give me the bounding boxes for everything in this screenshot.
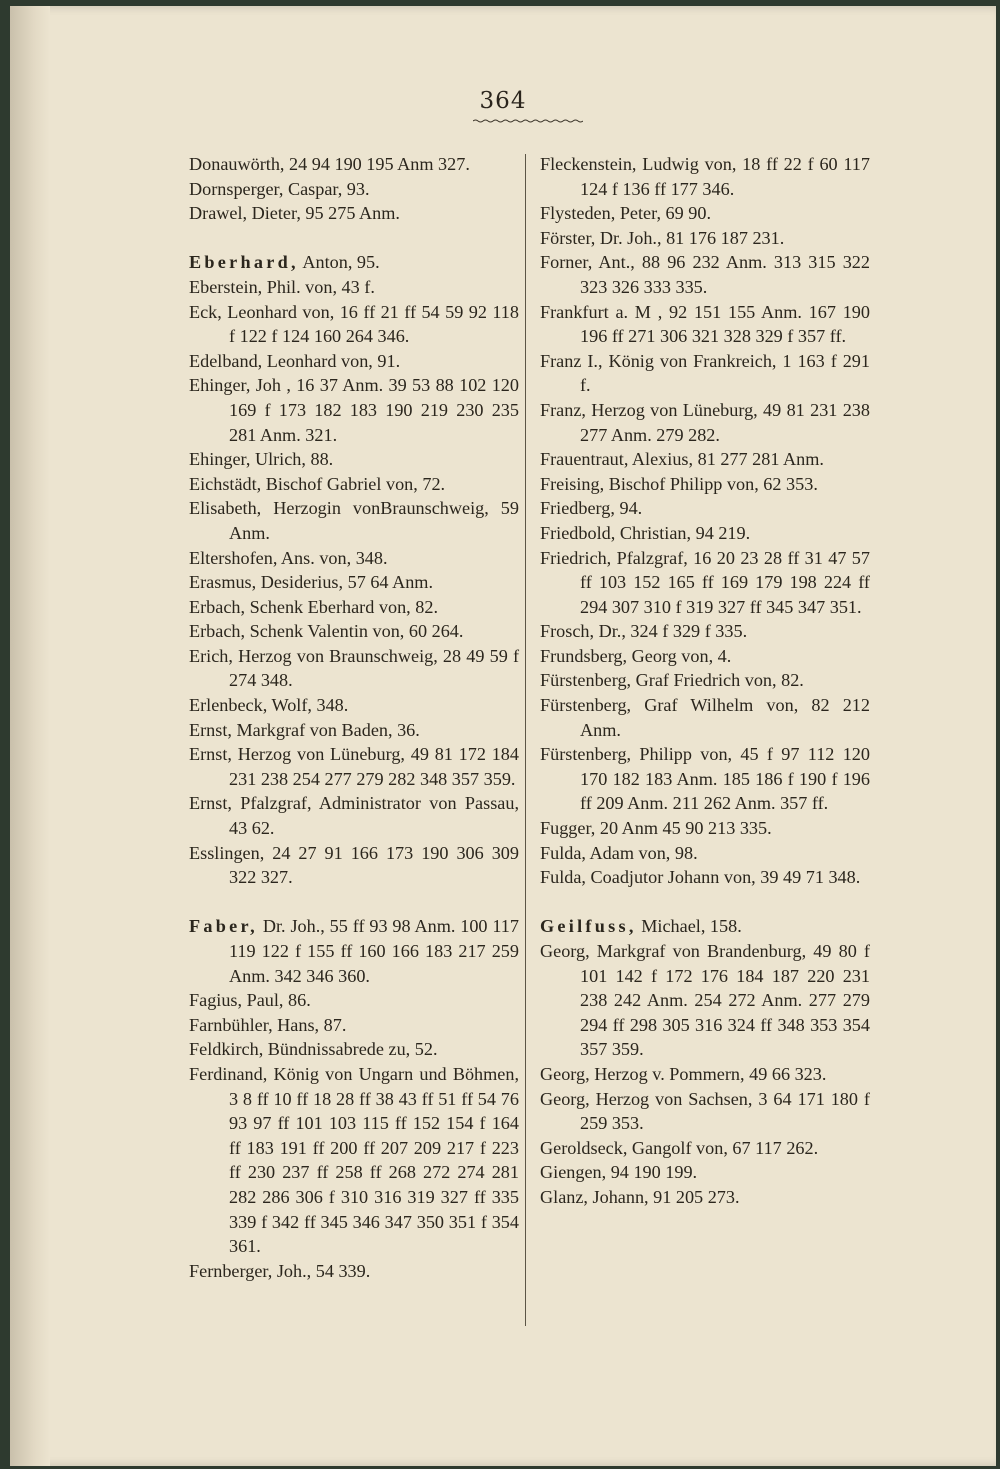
index-entry <box>189 152 519 177</box>
index-entry-text: Friedbold, Christian, 94 219. <box>540 522 751 543</box>
index-entry <box>540 865 870 890</box>
index-entry <box>540 349 870 398</box>
index-entry-text: Ernst, Markgraf von Baden, 36. <box>189 719 420 740</box>
index-entry-text: Franz I., König von Frankreich, 1 163 f 291 f. <box>540 350 870 396</box>
index-entry <box>540 1087 870 1136</box>
index-entry <box>540 398 870 447</box>
index-entry-text: Feldkirch, Bündnissabrede zu, 52. <box>189 1039 438 1060</box>
index-entry-text: Anton, 95. <box>298 252 380 273</box>
index-entry-text: Erich, Herzog von Braunschweig, 28 49 59 f 274 348. <box>189 645 519 691</box>
index-entry <box>189 1037 519 1062</box>
index-entry <box>540 816 870 841</box>
index-entry-text: Elisabeth, Herzogin vonBraunschweig, 59 Anm. <box>189 498 519 543</box>
index-entry <box>540 619 870 644</box>
index-entry-text: Fugger, 20 Anm 45 90 213 335. <box>540 818 772 839</box>
index-entry-text: Franz, Herzog von Lüneburg, 49 81 231 238 277 Anm. 279 282. <box>540 399 870 445</box>
index-entry <box>540 1136 870 1161</box>
index-entry-text: Fagius, Paul, 86. <box>189 990 311 1011</box>
index-entry <box>540 496 870 521</box>
index-entry <box>540 841 870 866</box>
index-entry <box>540 1185 870 1210</box>
section-head-word: Eberhard, <box>189 252 299 273</box>
index-entry-text: Georg, Herzog von Sachsen, 3 64 171 180 f 259 353. <box>540 1088 870 1134</box>
index-entry <box>189 1062 519 1259</box>
index-entry <box>540 226 870 251</box>
index-entry <box>189 300 519 349</box>
index-entry-text: Ernst, Herzog von Lüneburg, 49 81 172 184 231 238 254 277 279 282 348 357 359. <box>189 744 519 789</box>
index-entry <box>189 275 519 300</box>
index-entry-text: Förster, Dr. Joh., 81 176 187 231. <box>540 227 785 248</box>
index-entry <box>189 595 519 620</box>
index-entry <box>540 693 870 742</box>
index-entry-text: Esslingen, 24 27 91 166 173 190 306 309 322 327. <box>189 842 519 888</box>
index-entry <box>540 546 870 620</box>
index-entry <box>189 472 519 497</box>
page-number-ornament <box>473 119 583 123</box>
index-entry <box>540 644 870 669</box>
index-entry-text: Fürstenberg, Graf Wilhelm von, 82 212 Anm. <box>540 695 870 740</box>
section-head-word: Faber, <box>189 916 258 937</box>
index-entry-text: Frankfurt a. M , 92 151 155 Anm. 167 190 196 ff 271 306 321 328 329 f 357 ff. <box>540 301 870 347</box>
index-entry-text: Fulda, Coadjutor Johann von, 39 49 71 348. <box>540 867 861 888</box>
index-entry-text: Ehinger, Joh , 16 37 Anm. 39 53 88 102 120 169 f 173 182 183 190 219 230 235 281 Anm. 321. <box>189 375 519 445</box>
index-entry-text: Fürstenberg, Philipp von, 45 f 97 112 120 170 182 183 Anm. 185 186 f 190 f 196 ff 209 Anm. 211 262 Anm. 357 ff. <box>540 744 870 814</box>
index-entry <box>189 693 519 718</box>
index-entry <box>540 472 870 497</box>
index-entry <box>189 177 519 202</box>
index-entry-text: Frauentraut, Alexius, 81 277 281 Anm. <box>540 449 824 470</box>
index-entry <box>540 521 870 546</box>
index-entry-text: Erbach, Schenk Eberhard von, 82. <box>189 596 438 617</box>
index-entry <box>189 914 519 988</box>
index-entry-text: Geroldseck, Gangolf von, 67 117 262. <box>540 1137 819 1158</box>
index-entry <box>189 496 519 545</box>
index-entry-text: Drawel, Dieter, 95 275 Anm. <box>189 203 400 224</box>
index-entry <box>540 447 870 472</box>
index-entry-text: Farnbühler, Hans, 87. <box>189 1014 347 1035</box>
section-gap <box>189 226 519 251</box>
index-entry-text: Ernst, Pfalzgraf, Administrator von Passau, 43 62. <box>189 793 519 839</box>
index-entry-text: Fernberger, Joh., 54 339. <box>189 1260 371 1281</box>
index-entry <box>189 546 519 571</box>
section-gap <box>540 890 870 915</box>
index-entry <box>189 841 519 890</box>
index-entry <box>189 201 519 226</box>
index-page <box>10 6 996 1466</box>
index-entry <box>540 1160 870 1185</box>
index-entry-text: Giengen, 94 190 199. <box>540 1162 698 1183</box>
index-entry-text: Eberstein, Phil. von, 43 f. <box>189 276 375 297</box>
index-entry <box>189 791 519 840</box>
index-column-left <box>189 152 519 1283</box>
index-entry-text: Eltershofen, Ans. von, 348. <box>189 547 388 568</box>
index-entry <box>189 570 519 595</box>
index-entry <box>540 742 870 816</box>
index-entry <box>540 250 870 299</box>
index-entry-text: Erlenbeck, Wolf, 348. <box>189 695 349 716</box>
index-entry <box>189 373 519 447</box>
index-entry-text: Eck, Leonhard von, 16 ff 21 ff 54 59 92 118 f 122 f 124 160 264 346. <box>189 301 519 347</box>
index-entry <box>189 619 519 644</box>
index-entry-text: Edelband, Leonhard von, 91. <box>189 350 401 371</box>
index-entry-text: Michael, 158. <box>636 916 742 937</box>
index-entry <box>540 300 870 349</box>
index-entry <box>189 988 519 1013</box>
index-entry <box>540 939 870 1062</box>
index-entry-text: Friedrich, Pfalzgraf, 16 20 23 28 ff 31 47 57 ff 103 152 165 ff 169 179 198 224 ff 294 307 310 f 319 327 ff 345 347 351. <box>540 547 870 617</box>
index-entry-text: Frundsberg, Georg von, 4. <box>540 645 732 666</box>
index-entry-text: Ehinger, Ulrich, 88. <box>189 449 334 470</box>
page-number: 364 <box>479 88 527 114</box>
index-entry <box>540 668 870 693</box>
index-entry-text: Flysteden, Peter, 69 90. <box>540 203 712 224</box>
index-entry <box>189 644 519 693</box>
index-entry <box>540 152 870 201</box>
index-entry <box>189 1013 519 1038</box>
index-column-right <box>540 152 870 1210</box>
section-gap <box>189 890 519 915</box>
index-entry <box>540 201 870 226</box>
index-entry-text: Friedberg, 94. <box>540 498 643 519</box>
index-entry-text: Eichstädt, Bischof Gabriel von, 72. <box>189 473 446 494</box>
index-entry-text: Georg, Herzog v. Pommern, 49 66 323. <box>540 1063 827 1084</box>
index-entry-text: Donauwörth, 24 94 190 195 Anm 327. <box>189 154 470 174</box>
index-entry <box>189 349 519 374</box>
index-entry-text: Dornsperger, Caspar, 93. <box>189 178 370 199</box>
index-entry-text: Glanz, Johann, 91 205 273. <box>540 1186 740 1207</box>
index-entry-text: Dr. Joh., 55 ff 93 98 Anm. 100 117 119 122 f 155 ff 160 166 183 217 259 Anm. 342 346 360. <box>229 916 519 986</box>
section-head-word: Geilfuss, <box>540 916 637 937</box>
index-entry-text: Freising, Bischof Philipp von, 62 353. <box>540 473 818 494</box>
column-divider <box>525 154 526 1326</box>
index-entry-text: Fleckenstein, Ludwig von, 18 ff 22 f 60 117 124 f 136 ff 177 346. <box>540 154 870 199</box>
index-entry <box>540 914 870 939</box>
index-entry-text: Frosch, Dr., 324 f 329 f 335. <box>540 621 748 642</box>
index-entry-text: Erbach, Schenk Valentin von, 60 264. <box>189 621 464 642</box>
index-entry-text: Forner, Ant., 88 96 232 Anm. 313 315 322 323 326 333 335. <box>540 252 870 297</box>
index-entry <box>189 718 519 743</box>
index-entry-text: Fürstenberg, Graf Friedrich von, 82. <box>540 670 804 691</box>
book-spine-shadow <box>10 6 50 1466</box>
index-entry <box>189 1259 519 1284</box>
index-entry <box>189 447 519 472</box>
index-entry <box>540 1062 870 1087</box>
index-entry-text: Erasmus, Desiderius, 57 64 Anm. <box>189 572 433 593</box>
index-entry <box>189 250 519 275</box>
index-entry <box>189 742 519 791</box>
index-entry-text: Georg, Markgraf von Brandenburg, 49 80 f 101 142 f 172 176 184 187 220 231 238 242 Anm. 254 272 Anm. 277 279 294 ff 298 305 316 324 ff 348 353 354 357 359. <box>540 941 870 1060</box>
index-entry-text: Fulda, Adam von, 98. <box>540 842 698 863</box>
index-entry-text: Ferdinand, König von Ungarn und Böhmen, 3 8 ff 10 ff 18 28 ff 38 43 ff 51 ff 54 76 93 97 ff 101 103 115 ff 152 154 f 164 ff 183 191 ff 200 ff 207 209 217 f 223 ff 230 237 ff 258 ff 268 272 274 281 282 286 306 f 310 316 319 327 ff 335 339 f 342 ff 345 346 347 350 351 f 354 361. <box>189 1063 519 1257</box>
